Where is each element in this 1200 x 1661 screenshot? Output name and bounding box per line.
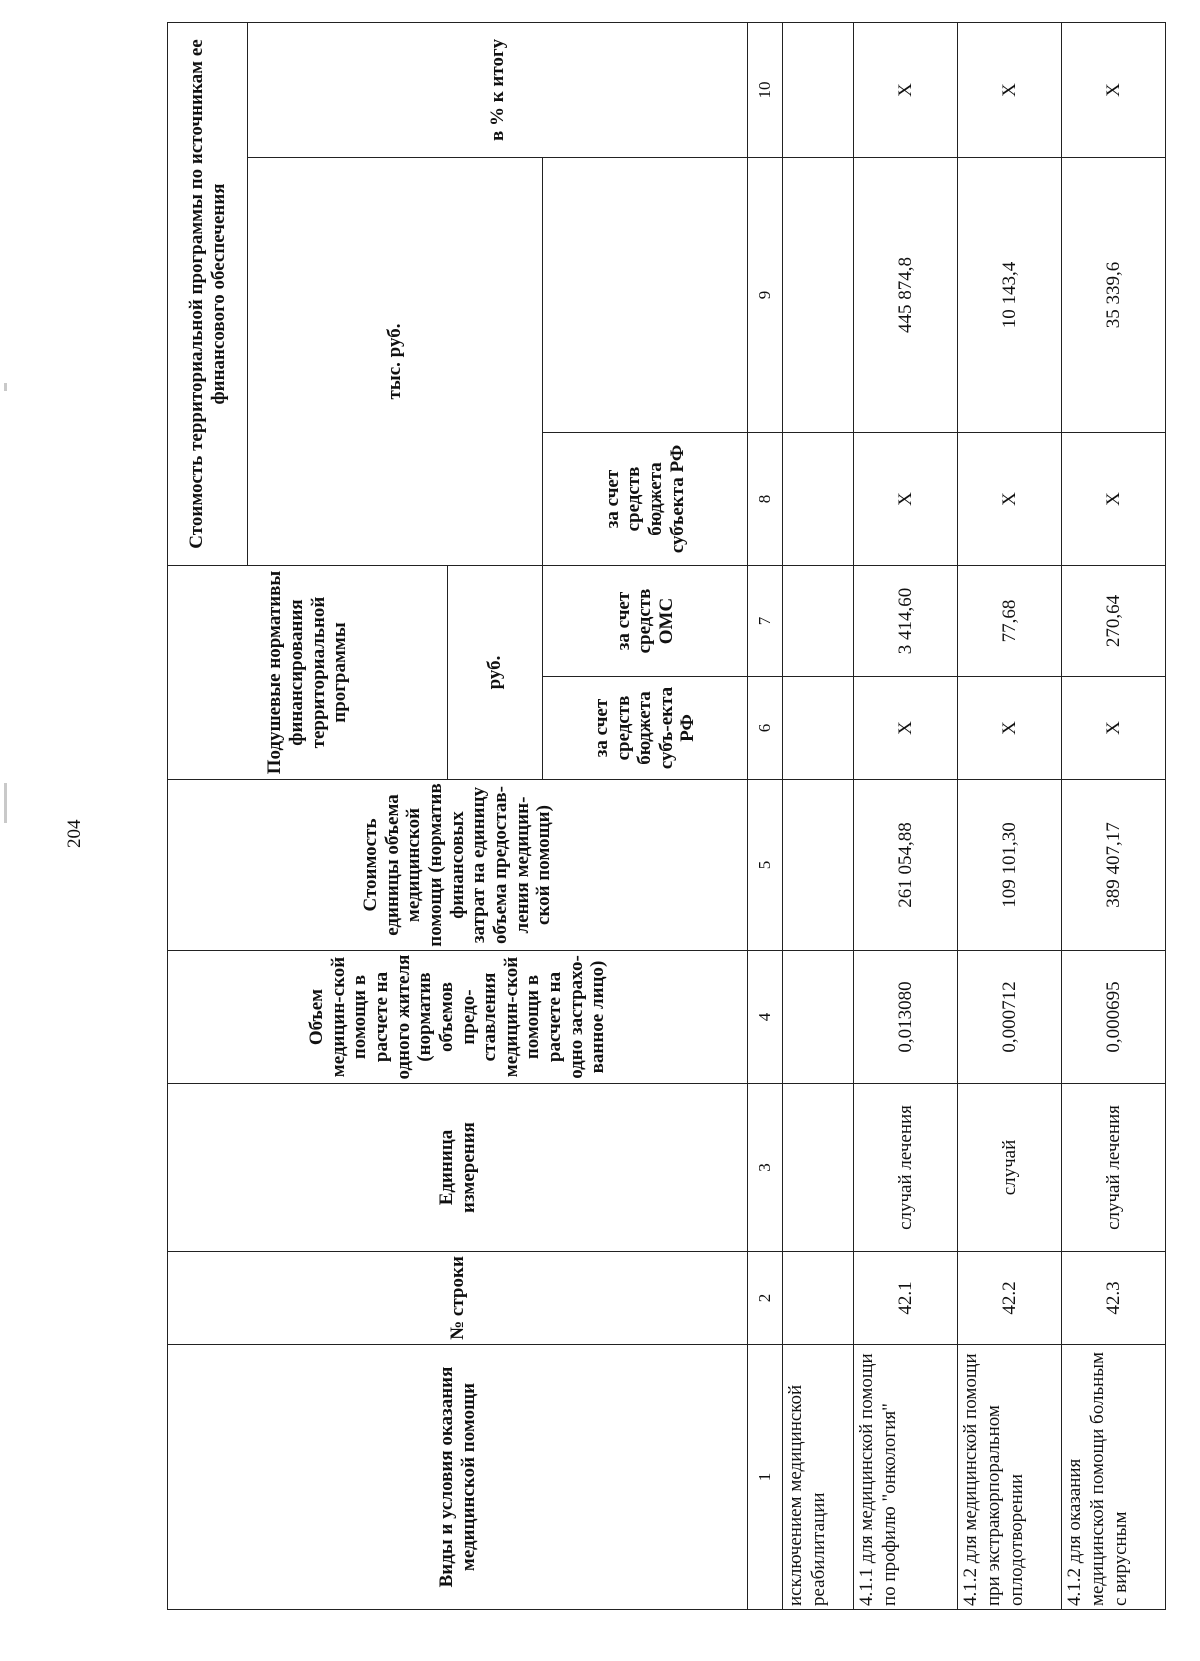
- header-oms-per-capita: за счет средств ОМС: [543, 566, 748, 677]
- column-number: 4: [748, 951, 783, 1084]
- table-row: [958, 22, 1062, 1609]
- header-kinds-of-care: Виды и условия оказания медицинской помощи: [168, 1345, 748, 1610]
- column-number: 1: [748, 1345, 783, 1610]
- row-volume: 0,000695: [1062, 951, 1166, 1084]
- row-volume: 0,013080: [854, 951, 958, 1084]
- row-unit: случай: [958, 1084, 1062, 1252]
- page-number: 204: [64, 819, 85, 848]
- header-rub: руб.: [448, 566, 543, 780]
- row-line-number: [783, 1252, 854, 1345]
- column-number: 7: [748, 566, 783, 677]
- header-line-number: № строки: [168, 1252, 748, 1345]
- header-cost-group: Стоимость территориальной программы по источникам ее финансового обеспечения: [168, 22, 248, 565]
- row-budget-per-capita: X: [1062, 677, 1166, 780]
- table-row: [783, 22, 854, 1609]
- row-budget-total: X: [1062, 433, 1166, 566]
- column-number: 3: [748, 1084, 783, 1252]
- row-budget-per-capita: X: [854, 677, 958, 780]
- row-line-number: 42.3: [1062, 1252, 1166, 1345]
- header-volume: Объем медицин-ской помощи в расчете на одного жителя (норматив объемов предо-ставления медицин-ской помощи в расчете на одно застрахо-ванное лицо): [168, 951, 748, 1084]
- row-unit-cost: [783, 780, 854, 951]
- row-unit: случай лечения: [854, 1084, 958, 1252]
- header-thousand-rub: тыс. руб.: [248, 158, 543, 566]
- row-budget-total: X: [958, 433, 1062, 566]
- row-unit-cost: 261 054,88: [854, 780, 958, 951]
- scan-mark: [4, 783, 7, 823]
- row-budget-total: [783, 433, 854, 566]
- header-budget-per-capita: за счет средств бюджета субъ-екта РФ: [543, 677, 748, 780]
- table-row: [854, 22, 958, 1609]
- header-unit: Единица измерения: [168, 1084, 748, 1252]
- row-line-number: 42.2: [958, 1252, 1062, 1345]
- header-percent-of-total: в % к итогу: [248, 22, 748, 157]
- row-unit-cost: 109 101,30: [958, 780, 1062, 951]
- row-oms-total: 10 143,4: [958, 158, 1062, 433]
- row-budget-per-capita: X: [958, 677, 1062, 780]
- column-number: 8: [748, 433, 783, 566]
- row-oms-per-capita: 77,68: [958, 566, 1062, 677]
- financing-table: [167, 22, 1166, 1610]
- row-line-number: 42.1: [854, 1252, 958, 1345]
- column-number: 10: [748, 22, 783, 157]
- row-budget-total: X: [854, 433, 958, 566]
- row-oms-per-capita: [783, 566, 854, 677]
- row-budget-per-capita: [783, 677, 854, 780]
- row-percent: X: [854, 22, 958, 157]
- row-unit: случай лечения: [1062, 1084, 1166, 1252]
- header-per-capita-group: Подушевые нормативы финансирования территориальной программы: [168, 566, 448, 780]
- row-name: 4.1.1 для медицинской помощи по профилю "онкология": [854, 1345, 958, 1610]
- row-oms-total: 35 339,6: [1062, 158, 1166, 433]
- row-percent: [783, 22, 854, 157]
- row-oms-total: [783, 158, 854, 433]
- rotated-table-wrapper: [167, 23, 1165, 1610]
- row-volume: 0,000712: [958, 951, 1062, 1084]
- row-percent: X: [958, 22, 1062, 157]
- column-number: 5: [748, 780, 783, 951]
- header-unit-cost: Стоимость единицы объема медицинской помощи (норматив финансовых затрат на единицу объема предостав-ления медицин-ской помощи): [168, 780, 748, 951]
- row-name: 4.1.2 для оказания медицинской помощи больным с вирусным: [1062, 1345, 1166, 1610]
- row-name: исключением медицинской реабилитации: [783, 1345, 854, 1610]
- row-name: 4.1.2 для медицинской помощи при экстракорпоральном оплодотворении: [958, 1345, 1062, 1610]
- column-number: 9: [748, 158, 783, 433]
- column-number: 6: [748, 677, 783, 780]
- row-unit-cost: 389 407,17: [1062, 780, 1166, 951]
- row-oms-per-capita: 3 414,60: [854, 566, 958, 677]
- row-unit: [783, 1084, 854, 1252]
- row-percent: X: [1062, 22, 1166, 157]
- table-row: [1062, 22, 1166, 1609]
- row-volume: [783, 951, 854, 1084]
- row-oms-per-capita: 270,64: [1062, 566, 1166, 677]
- header-budget-total: за счет средств бюджета субъекта РФ: [543, 433, 748, 566]
- column-number: 2: [748, 1252, 783, 1345]
- scan-mark: [4, 383, 7, 391]
- row-oms-total: 445 874,8: [854, 158, 958, 433]
